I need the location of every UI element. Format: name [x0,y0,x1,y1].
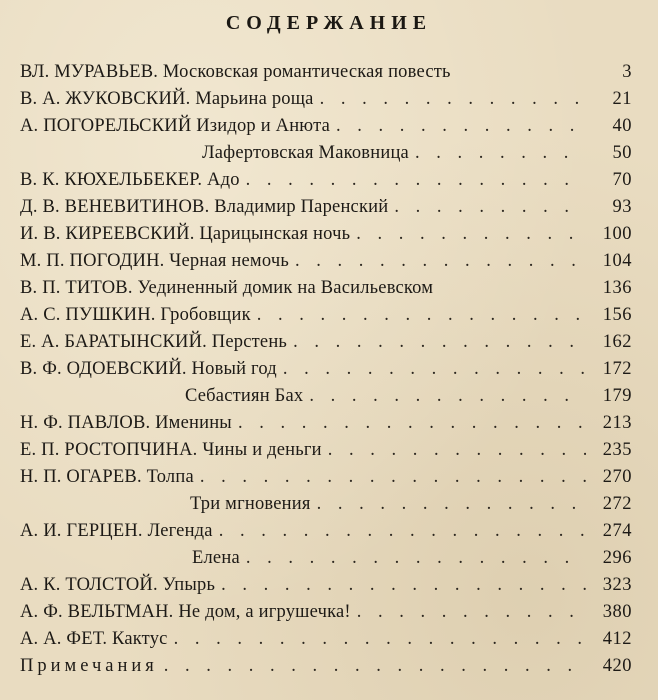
toc-entry-label: Елена [192,548,240,568]
toc-leader-dots [174,629,586,650]
toc-page-number: 50 [612,143,632,163]
toc-page-number: 235 [602,440,632,460]
toc-entry-label: Н. П. ОГАРЕВ. Толпа [20,467,194,487]
toc-entry-label: Е. А. БАРАТЫНСКИЙ. Перстень [20,332,288,352]
toc-leader-dots [356,224,586,245]
toc-entry-label: В. А. ЖУКОВСКИЙ. Марьина роща [20,89,314,109]
toc-leader-dots [415,143,586,164]
toc-entry [20,170,632,197]
toc-entry-label: ВЛ. МУРАВЬЕВ. Московская романтическая повесть [20,62,451,82]
toc-entry-label: Себастиян Бах [185,386,304,406]
toc-entry-label: Примечания [20,656,158,676]
toc-leader-dots [238,413,586,434]
toc-page-number: 412 [602,629,632,649]
toc-entry [20,602,632,629]
toc-entry-label: А. И. ГЕРЦЕН. Легенда [20,521,213,541]
toc-page-number: 21 [612,89,632,109]
page-title: СОДЕРЖАНИЕ [225,12,433,34]
toc-entry-label: А. ПОГОРЕЛЬСКИЙ Изидор и Анюта [20,116,330,136]
toc-leader-dots [320,89,586,110]
toc-entry-label: Д. В. ВЕНЕВИТИНОВ. Владимир Паренский [20,197,389,217]
toc-entry-label: В. П. ТИТОВ. Уединенный домик на Васильевском [20,278,434,298]
toc-leader-dots [293,332,586,353]
toc-entry [20,440,632,467]
toc-entry [20,467,632,494]
toc-leader-dots [357,602,586,623]
toc-page-number: 93 [612,197,632,217]
toc-leader-dots [246,170,586,191]
toc-entry [20,251,632,278]
toc-leader-dots [317,494,586,515]
toc-entry [20,89,632,116]
toc-entry-label: Н. Ф. ПАВЛОВ. Именины [20,413,232,433]
toc-entry [20,332,632,359]
toc-entry [20,575,632,602]
toc-entry [20,629,632,656]
toc-entry [20,278,632,305]
toc-entry [20,656,632,683]
toc-leader-dots [164,656,586,677]
toc-page-number: 274 [602,521,632,541]
toc-entry [20,494,632,521]
toc-entry-label: В. К. КЮХЕЛЬБЕКЕР. Адо [20,170,240,190]
toc-page-number: 172 [602,359,632,379]
toc-entry-label: А. К. ТОЛСТОЙ. Упырь [20,575,216,595]
toc-leader-dots [309,386,586,407]
toc-entry-label: А. С. ПУШКИН. Гробовщик [20,305,251,325]
toc-entry [20,62,632,89]
toc-leader-dots [328,440,586,461]
toc-entry [20,386,632,413]
toc-page-number: 380 [602,602,632,622]
toc-page-number: 156 [602,305,632,325]
toc-page-number: 104 [602,251,632,271]
toc-entry-label: А. Ф. ВЕЛЬТМАН. Не дом, а игрушечка! [20,602,351,622]
table-of-contents [20,62,632,683]
toc-page-number: 3 [622,62,632,82]
toc-entry [20,143,632,170]
toc-entry [20,413,632,440]
toc-leader-dots [336,116,586,137]
toc-entry [20,197,632,224]
toc-entry [20,116,632,143]
toc-entry [20,548,632,575]
toc-entry-label: М. П. ПОГОДИН. Черная немочь [20,251,289,271]
toc-entry [20,224,632,251]
toc-leader-dots [246,548,586,569]
toc-leader-dots [200,467,586,488]
toc-leader-dots [257,305,586,326]
toc-page-number: 420 [602,656,632,676]
toc-page-number: 162 [602,332,632,352]
toc-leader-dots [295,251,586,272]
toc-page-number: 272 [602,494,632,514]
toc-page-number: 100 [602,224,632,244]
toc-leader-dots [221,575,586,596]
toc-entry-label: И. В. КИРЕЕВСКИЙ. Царицынская ночь [20,224,351,244]
toc-page-number: 296 [602,548,632,568]
toc-leader-dots [283,359,586,380]
toc-entry [20,521,632,548]
toc-entry-label: Е. П. РОСТОПЧИНА. Чины и деньги [20,440,322,460]
toc-leader-dots [219,521,586,542]
toc-entry [20,305,632,332]
toc-page-number: 136 [602,278,632,298]
toc-page-number: 213 [602,413,632,433]
toc-entry-label: Лафертовская Маковница [202,143,409,163]
toc-page-number: 323 [602,575,632,595]
toc-entry-label: А. А. ФЕТ. Кактус [20,629,168,649]
toc-page-number: 70 [612,170,632,190]
toc-entry-label: Три мгновения [190,494,311,514]
toc-page-number: 40 [612,116,632,136]
toc-leader-dots [394,197,586,218]
toc-entry [20,359,632,386]
toc-page-number: 179 [602,386,632,406]
toc-entry-label: В. Ф. ОДОЕВСКИЙ. Новый год [20,359,277,379]
toc-page-number: 270 [602,467,632,487]
